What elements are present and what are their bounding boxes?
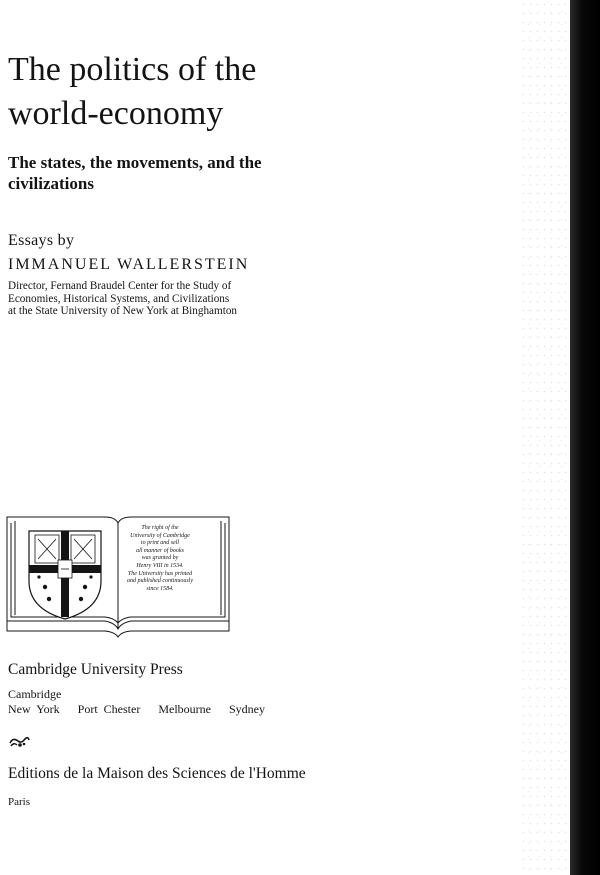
affiliation-line: Economies, Historical Systems, and Civilizations: [8, 292, 230, 305]
author-name: IMMANUEL WALLERSTEIN: [8, 256, 250, 273]
author-affiliation: [8, 280, 237, 318]
motto-line: Henry VIII in 1534.: [136, 562, 184, 569]
book-spine-shadow: [570, 0, 600, 875]
page-edge-texture: [520, 0, 572, 875]
affiliation-line: at the State University of New York at Binghamton: [8, 305, 238, 317]
publisher-city-line: New York Port Chester Melbourne Sydney: [8, 702, 265, 716]
motto-line: all manner of books: [136, 547, 184, 554]
motto-line: since 1584.: [146, 585, 174, 592]
motto-line: The right of the: [141, 525, 179, 531]
motto-line: and published continuously: [127, 578, 193, 585]
motto-line: was granted by: [141, 555, 179, 562]
motto-line: University of Cambridge: [130, 532, 190, 539]
affiliation-line: Director, Fernand Braudel Center for the Study of: [8, 280, 232, 292]
motto-line: to print and sell: [140, 540, 180, 547]
book-subtitle: The states, the movements, and the civilizations: [8, 153, 262, 193]
publisher-secondary: Editions de la Maison des Sciences de l'Homme: [8, 765, 306, 782]
publisher-secondary-city: Paris: [8, 796, 30, 808]
fleuron-icon: [8, 735, 30, 749]
publisher-city-line: Cambridge: [8, 687, 62, 701]
publisher-primary: Cambridge University Press: [8, 661, 183, 678]
motto-line: The University has printed: [127, 570, 193, 577]
book-title: The politics of the world-economy: [8, 51, 257, 132]
cambridge-arms-icon: [29, 531, 101, 619]
essays-by-label: Essays by: [8, 232, 75, 249]
device-motto: [114, 525, 206, 593]
